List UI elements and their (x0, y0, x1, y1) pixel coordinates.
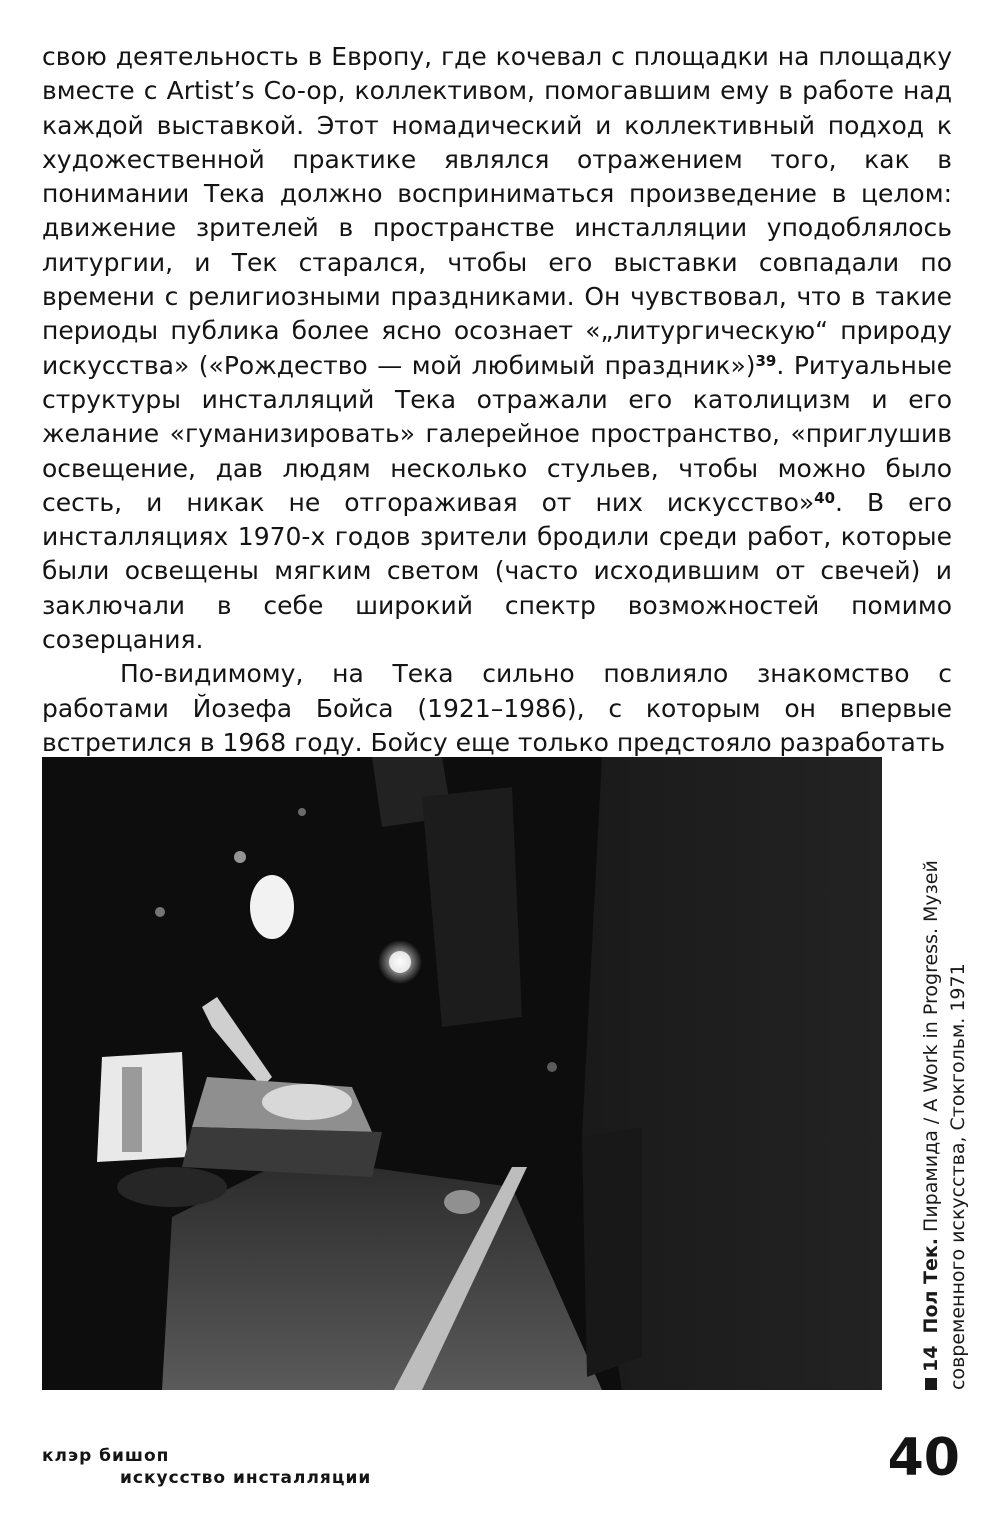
installation-photo-drawing (42, 757, 882, 1390)
figure-caption (918, 750, 978, 1390)
running-head-author: клэр бишоп (42, 1446, 170, 1466)
footnote-ref-40[interactable]: 40 (814, 488, 836, 507)
figure-number: 14 (920, 1345, 942, 1372)
page-number: 40 (887, 1428, 960, 1488)
running-head (42, 1445, 371, 1489)
caption-author: Пол Тек. (920, 1238, 942, 1334)
paragraph-1-part-c: . В его инсталляциях 1970-х годов зрители бродили среди работ, которые были освещены мягким светом (часто исходившим от свечей) и заключали в себе широкий спектр возможностей помимо созерцания. (42, 487, 952, 655)
paragraph-1-part-b: . Ритуальные структуры инсталляций Тека отражали его католицизм и его желание «гуманизировать» галерейное пространство, «приглушив освещение, дав людям несколько стульев, чтобы можно было сесть, и никак не отгораживая от них искусство» (42, 350, 952, 517)
paragraph-2: По-видимому, на Тека сильно повлияло знакомство с работами Йозефа Бойса (1921–1986), с которым он впервые встретился в 1968 году. Бойсу еще только предстояло разработать (42, 659, 952, 757)
running-head-title: искусство инсталляции (120, 1468, 372, 1488)
footnote-ref-39[interactable]: 39 (755, 351, 777, 370)
paragraph-1 (42, 40, 952, 657)
caption-description: Пирамида / A Work in Progress. Музей современного искусства, Стокгольм. 1971 (920, 860, 969, 1390)
installation-photo (42, 757, 882, 1390)
main-text (42, 40, 952, 760)
caption-marker (925, 1378, 937, 1390)
paragraph-1-part-a: свою деятельность в Европу, где кочевал с площадки на площадку вместе с Artist’s Co-op, коллективом, помогавшим ему в работе над каждой выставкой. Этот номадический и коллективный подход к художественной практике являлся отражением того, как в понимании Тека должно восприниматься произведение в целом: движение зрителей в пространстве инсталляции уподоблялось литургии, и Тек старался, чтобы его выставки совпадали по времени с религиозными праздниками. Он чувствовал, что в такие периоды публика более ясно осознает «„литургическую“ природу искусства» («Рождество — мой любимый праздник») (42, 42, 952, 380)
